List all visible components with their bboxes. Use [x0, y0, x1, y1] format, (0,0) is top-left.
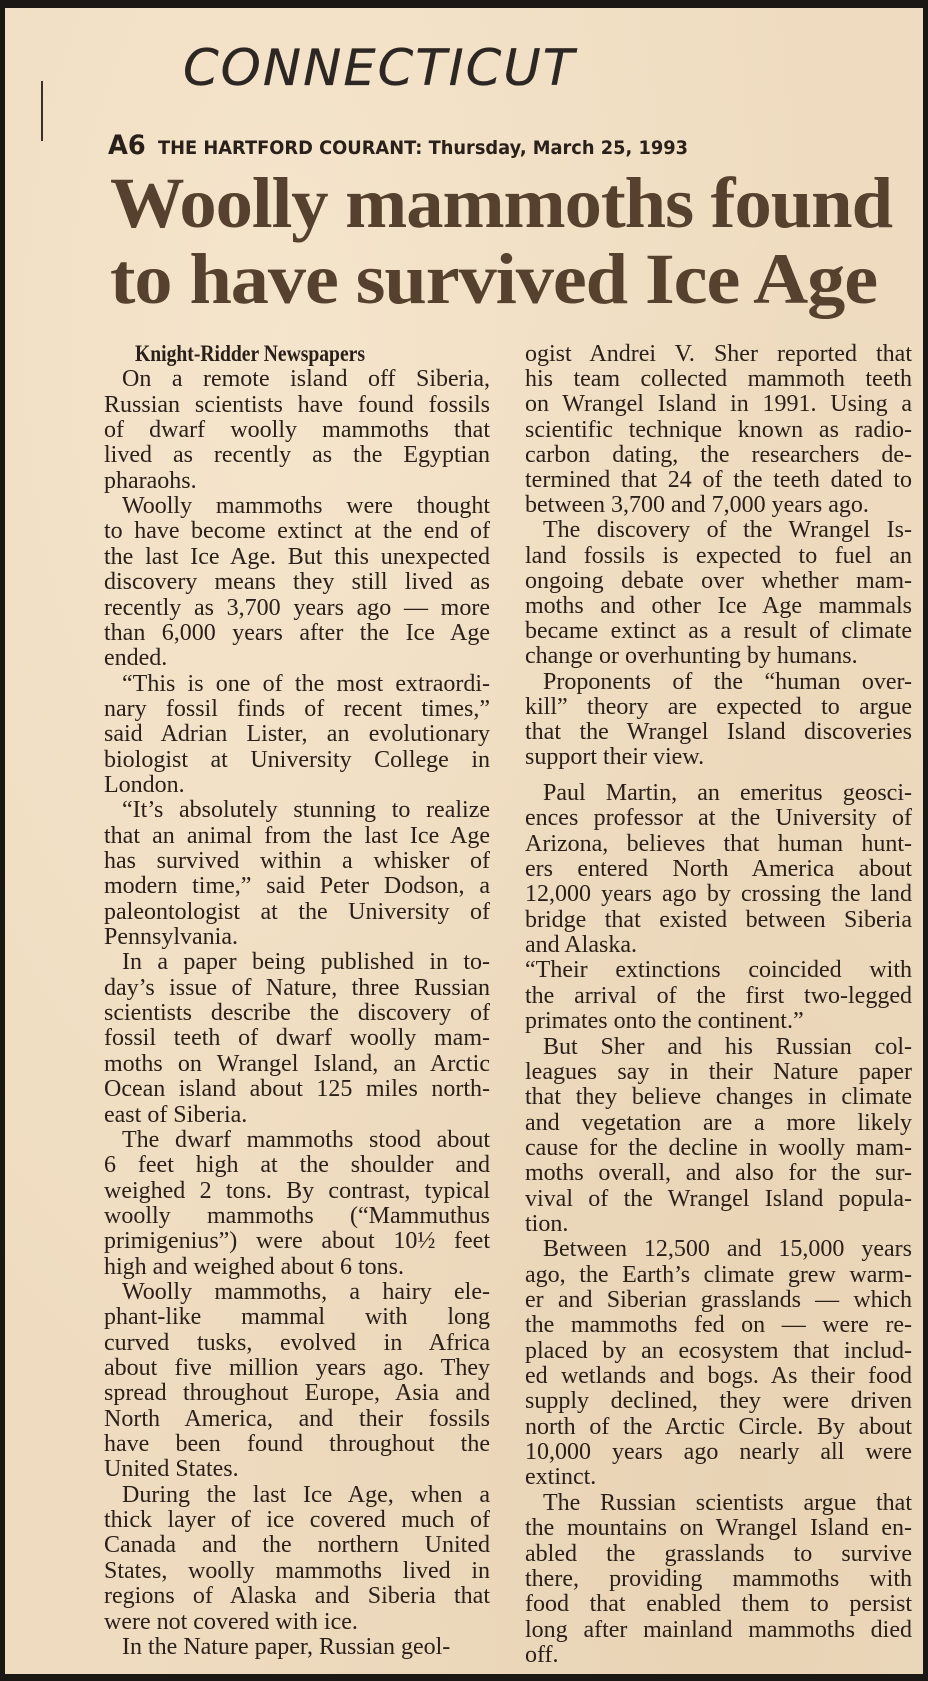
article-line — [525, 1186, 912, 1212]
article-line-text: Between 12,500 and 15,000 years — [543, 1236, 912, 1263]
article-line — [525, 719, 912, 745]
article-line-text: that they believe changes in climate — [525, 1084, 912, 1111]
article-line — [525, 1515, 912, 1541]
article-line-text: The discovery of the Wrangel Is- — [543, 517, 912, 544]
headline-line-2: to have survived Ice Age — [110, 239, 877, 319]
article-line-text: primates onto the continent.” — [525, 1008, 804, 1035]
article-line — [104, 1228, 490, 1254]
article-line-text: than 6,000 years after the Ice Age — [104, 619, 490, 646]
dateline — [108, 130, 723, 162]
article-line-text: support their view. — [525, 744, 705, 771]
article-line — [104, 645, 490, 671]
article-line — [543, 517, 912, 543]
article-line-text: land fossils is expected to fuel an — [525, 542, 912, 569]
article-line — [525, 1262, 912, 1288]
article-line — [104, 1076, 490, 1102]
article-line-text: and Alaska. — [525, 932, 637, 959]
article-line-text: States, woolly mammoths lived in — [104, 1557, 490, 1584]
article-line — [104, 873, 490, 899]
article-line-text: that the Wrangel Island discoveries — [525, 719, 912, 745]
article-line-text: curved tusks, evolved in Africa — [104, 1329, 490, 1356]
article-line — [104, 1609, 490, 1635]
article-line-text: said Adrian Lister, an evolutionary — [104, 721, 490, 748]
article-line-text: leagues say in their Nature paper — [525, 1058, 912, 1085]
article-line — [525, 907, 912, 933]
article-line — [104, 569, 490, 595]
article-line — [525, 694, 912, 720]
article-line — [104, 1431, 490, 1457]
article-line-text: pharaohs. — [104, 467, 197, 494]
article-line-text: were not covered with ice. — [104, 1608, 358, 1635]
article-line — [104, 1583, 490, 1609]
article-line-text: The dwarf mammoths stood about — [122, 1126, 490, 1153]
article-line — [104, 1355, 490, 1381]
article-line — [122, 797, 490, 823]
article-line — [104, 595, 490, 621]
article-line-text: ences professor at the University of — [525, 805, 912, 832]
article-line-text: vival of the Wrangel Island popula- — [525, 1185, 912, 1212]
article-line-text: between 3,700 and 7,000 years ago. — [525, 492, 869, 519]
article-line — [122, 671, 490, 697]
article-line-text: about five million years ago. They — [104, 1355, 490, 1381]
article-line — [104, 1254, 490, 1280]
article-line-text: discovery means they still lived as — [104, 569, 490, 596]
article-line — [104, 1051, 490, 1077]
article-line — [525, 1439, 912, 1465]
article-line-text: the mammoths fed on — were re- — [525, 1312, 912, 1339]
article-line-text: the arrival of the first two-legged — [525, 982, 912, 1009]
article-line — [543, 1034, 912, 1060]
article-line-text: 6 feet high at the shoulder and — [104, 1152, 490, 1179]
article-line — [525, 1617, 912, 1643]
article-line-text: weighed 2 tons. By contrast, typical — [104, 1177, 490, 1204]
article-line — [104, 468, 490, 494]
article-line — [104, 848, 490, 874]
article-line — [104, 1330, 490, 1356]
article-line-text: cause for the decline in woolly mam- — [525, 1134, 912, 1161]
article-line-text: ers entered North America about — [525, 856, 912, 883]
article-line — [122, 1279, 490, 1305]
article-line — [104, 1380, 490, 1406]
article-line-text: Proponents of the “human over- — [543, 668, 912, 695]
article-line — [525, 1312, 912, 1338]
article-line — [104, 1507, 490, 1533]
article-line — [104, 518, 490, 544]
article-line-text: The Russian scientists argue that — [543, 1489, 912, 1516]
article-line-text: woolly mammoths (“Mammuthus — [104, 1202, 490, 1229]
article-line — [525, 957, 912, 983]
article-line-text: “It’s absolutely stunning to realize — [122, 797, 490, 824]
article-line-text: food that enabled them to persist — [525, 1591, 912, 1618]
article-line — [525, 1541, 912, 1567]
article-line-text: the last Ice Age. But this unexpected — [104, 543, 490, 570]
article-line — [525, 543, 912, 569]
article-line — [525, 1211, 912, 1237]
article-line-text: North America, and their fossils — [104, 1405, 490, 1432]
article-line — [543, 669, 912, 695]
article-line-text: spread throughout Europe, Asia and — [104, 1380, 490, 1407]
article-line — [525, 366, 912, 392]
article-line-text: ago, the Earth’s climate grew warm- — [525, 1261, 912, 1288]
article-line — [122, 366, 490, 392]
article-line-text: on Wrangel Island in 1991. Using a — [525, 391, 912, 418]
article-line — [525, 1287, 912, 1313]
article-line-text: carbon dating, the researchers de- — [525, 441, 912, 468]
article-line — [525, 643, 912, 669]
article-line — [122, 949, 490, 975]
article-line — [525, 1110, 912, 1136]
article-line — [122, 1482, 490, 1508]
article-line — [104, 620, 490, 646]
article-line — [525, 1135, 912, 1161]
article-line — [525, 442, 912, 468]
article-line — [104, 1406, 490, 1432]
article-line-text: Woolly mammoths, a hairy ele- — [122, 1278, 490, 1305]
article-line — [104, 1102, 490, 1128]
byline: Knight-Ridder Newspapers — [135, 341, 365, 366]
article-line-text: have been found throughout the — [104, 1431, 490, 1458]
article-line-text: placed by an ecosystem that includ- — [525, 1337, 912, 1364]
article-line — [525, 881, 912, 907]
article-line — [525, 932, 912, 958]
article-line-text: fossil teeth of dwarf woolly mam- — [104, 1025, 490, 1052]
article-line-text: long after mainland mammoths died — [525, 1616, 912, 1643]
article-line — [122, 1634, 490, 1660]
article-line-text: scientists describe the discovery of — [104, 1000, 490, 1027]
article-line-text: moths on Wrangel Island, an Arctic — [104, 1050, 490, 1077]
article-line-text: ed wetlands and bogs. As their food — [525, 1363, 912, 1390]
article-line — [525, 467, 912, 493]
article-line-text: regions of Alaska and Siberia that — [104, 1583, 490, 1610]
article-line-text: north of the Arctic Circle. By about — [525, 1413, 912, 1440]
article-line — [525, 1464, 912, 1490]
article-line-text: that an animal from the last Ice Age — [104, 822, 490, 849]
article-line — [122, 493, 490, 519]
article-line-text: abled the grasslands to survive — [525, 1540, 912, 1567]
article-line-text: extinct. — [525, 1464, 597, 1491]
article-line-text: kill” theory are expected to argue — [525, 693, 912, 720]
article-line-text: thick layer of ice covered much of — [104, 1507, 490, 1534]
article-line — [525, 1414, 912, 1440]
article-line — [104, 1203, 490, 1229]
article-line — [525, 856, 912, 882]
article-line — [104, 417, 490, 443]
handwritten-note: CONNECTICUT — [183, 39, 576, 97]
article-line — [104, 772, 490, 798]
article-line — [104, 1025, 490, 1051]
article-line-text: moths and other Ice Age mammals — [525, 593, 912, 619]
article-line-text: 10,000 years ago nearly all were — [525, 1439, 912, 1466]
article-line — [525, 1338, 912, 1364]
article-line-text: east of Siberia. — [104, 1101, 248, 1128]
article-line — [525, 744, 912, 770]
newspaper-name-date: THE HARTFORD COURANT: Thursday, March 25, 1993 — [157, 137, 688, 159]
article-line-text: Ocean island about 125 miles north- — [104, 1076, 490, 1103]
article-line — [525, 568, 912, 594]
article-line — [104, 442, 490, 468]
article-line — [525, 1591, 912, 1617]
article-line-text: During the last Ice Age, when a — [122, 1481, 490, 1508]
article-line — [525, 1363, 912, 1389]
article-line — [104, 924, 490, 950]
article-line-text: ogist Andrei V. Sher reported that — [525, 341, 912, 367]
article-line-text: off. — [525, 1641, 559, 1668]
article-line — [525, 1642, 912, 1668]
article-line-text: and vegetation are a more likely — [525, 1109, 912, 1136]
article-line-text: 12,000 years ago by crossing the land — [525, 881, 912, 908]
article-line-text: lived as recently as the Egyptian — [104, 442, 490, 469]
article-line — [104, 544, 490, 570]
article-line — [525, 341, 912, 367]
article-line-text: primigenius”) were about 10½ feet — [104, 1228, 490, 1255]
article-line-text: Woolly mammoths were thought — [122, 493, 490, 520]
article-line-text: termined that 24 of the teeth dated to — [525, 467, 912, 493]
article-line — [543, 1236, 912, 1262]
article-line-text: recently as 3,700 years ago — more — [104, 594, 490, 621]
article-line — [525, 593, 912, 619]
article-line-text: In a paper being published in to- — [122, 949, 490, 976]
article-line-text: Paul Martin, an emeritus geosci- — [543, 780, 912, 806]
article-line-text: “This is one of the most extraordi- — [122, 670, 490, 697]
article-line — [104, 1304, 490, 1330]
article-line — [104, 696, 490, 722]
article-line — [104, 747, 490, 773]
article-line — [543, 780, 912, 806]
article-line-text: er and Siberian grasslands — which — [525, 1287, 912, 1313]
article-line — [104, 975, 490, 1001]
article-line — [525, 492, 912, 518]
article-line — [525, 618, 912, 644]
article-line-text: But Sher and his Russian col- — [543, 1033, 912, 1060]
article-line — [525, 831, 912, 857]
article-line-text: of dwarf woolly mammoths that — [104, 417, 490, 444]
article-line — [104, 899, 490, 925]
article-line-text: In the Nature paper, Russian geol- — [122, 1633, 451, 1660]
article-line — [525, 1059, 912, 1085]
article-line — [525, 391, 912, 417]
article-line-text: United States. — [104, 1456, 239, 1483]
article-line — [104, 1456, 490, 1482]
article-line-text: his team collected mammoth teeth — [525, 366, 912, 393]
article-line-text: modern time,” said Peter Dodson, a — [104, 873, 490, 900]
article-line-text: to have become extinct at the end of — [104, 518, 490, 545]
article-line-text: tion. — [525, 1210, 569, 1237]
article-line — [525, 983, 912, 1009]
article-line-text: On a remote island off Siberia, — [122, 366, 490, 393]
article-line-text: day’s issue of Nature, three Russian — [104, 974, 490, 1001]
article-line-text: Canada and the northern United — [104, 1532, 490, 1559]
article-line — [525, 417, 912, 443]
article-line — [104, 1000, 490, 1026]
article-line — [104, 1558, 490, 1584]
article-line — [104, 1152, 490, 1178]
article-line — [104, 823, 490, 849]
article-line-text: supply declined, they were driven — [525, 1388, 912, 1415]
article-line-text: paleontologist at the University of — [104, 898, 490, 925]
article-line — [543, 1490, 912, 1516]
article-line — [525, 805, 912, 831]
article-line — [525, 1388, 912, 1414]
article-line — [525, 1160, 912, 1186]
article-line-text: Arizona, believes that human hunt- — [525, 830, 912, 857]
article-line-text: nary fossil finds of recent times,” — [104, 695, 490, 722]
newspaper-clipping — [5, 8, 923, 1674]
page-number: A6 — [108, 130, 146, 161]
article-line-text: ongoing debate over whether mam- — [525, 567, 912, 594]
article-line — [525, 1008, 912, 1034]
headline-line-1: Woolly mammoths found — [110, 163, 892, 243]
article-line — [104, 392, 490, 418]
article-line-text: ended. — [104, 645, 168, 672]
article-line-text: London. — [104, 771, 185, 798]
article-line-text: Russian scientists have found fossils — [104, 391, 490, 418]
article-line — [104, 1532, 490, 1558]
article-line — [525, 1084, 912, 1110]
article-line-text: moths overall, and also for the sur- — [525, 1160, 912, 1187]
article-line-text: there, providing mammoths with — [525, 1565, 912, 1592]
article-line-text: “Their extinctions coincided with — [525, 957, 912, 984]
article-line — [104, 721, 490, 747]
article-line-text: high and weighed about 6 tons. — [104, 1253, 404, 1280]
article-line-text: scientific technique known as radio- — [525, 416, 912, 443]
article-line-text: became extinct as a result of climate — [525, 618, 912, 645]
article-line-text: Pennsylvania. — [104, 924, 238, 951]
article-line-text: has survived within a whisker of — [104, 848, 490, 874]
article-line-text: change or overhunting by humans. — [525, 643, 858, 670]
article-line-text: bridge that existed between Siberia — [525, 906, 912, 933]
article-line — [104, 1178, 490, 1204]
article-line — [122, 1127, 490, 1153]
article-line-text: the mountains on Wrangel Island en- — [525, 1515, 912, 1542]
article-line-text: biologist at University College in — [104, 746, 490, 773]
article-line-text: phant-like mammal with long — [104, 1304, 490, 1331]
pen-mark — [41, 81, 43, 141]
article-line — [525, 1566, 912, 1592]
